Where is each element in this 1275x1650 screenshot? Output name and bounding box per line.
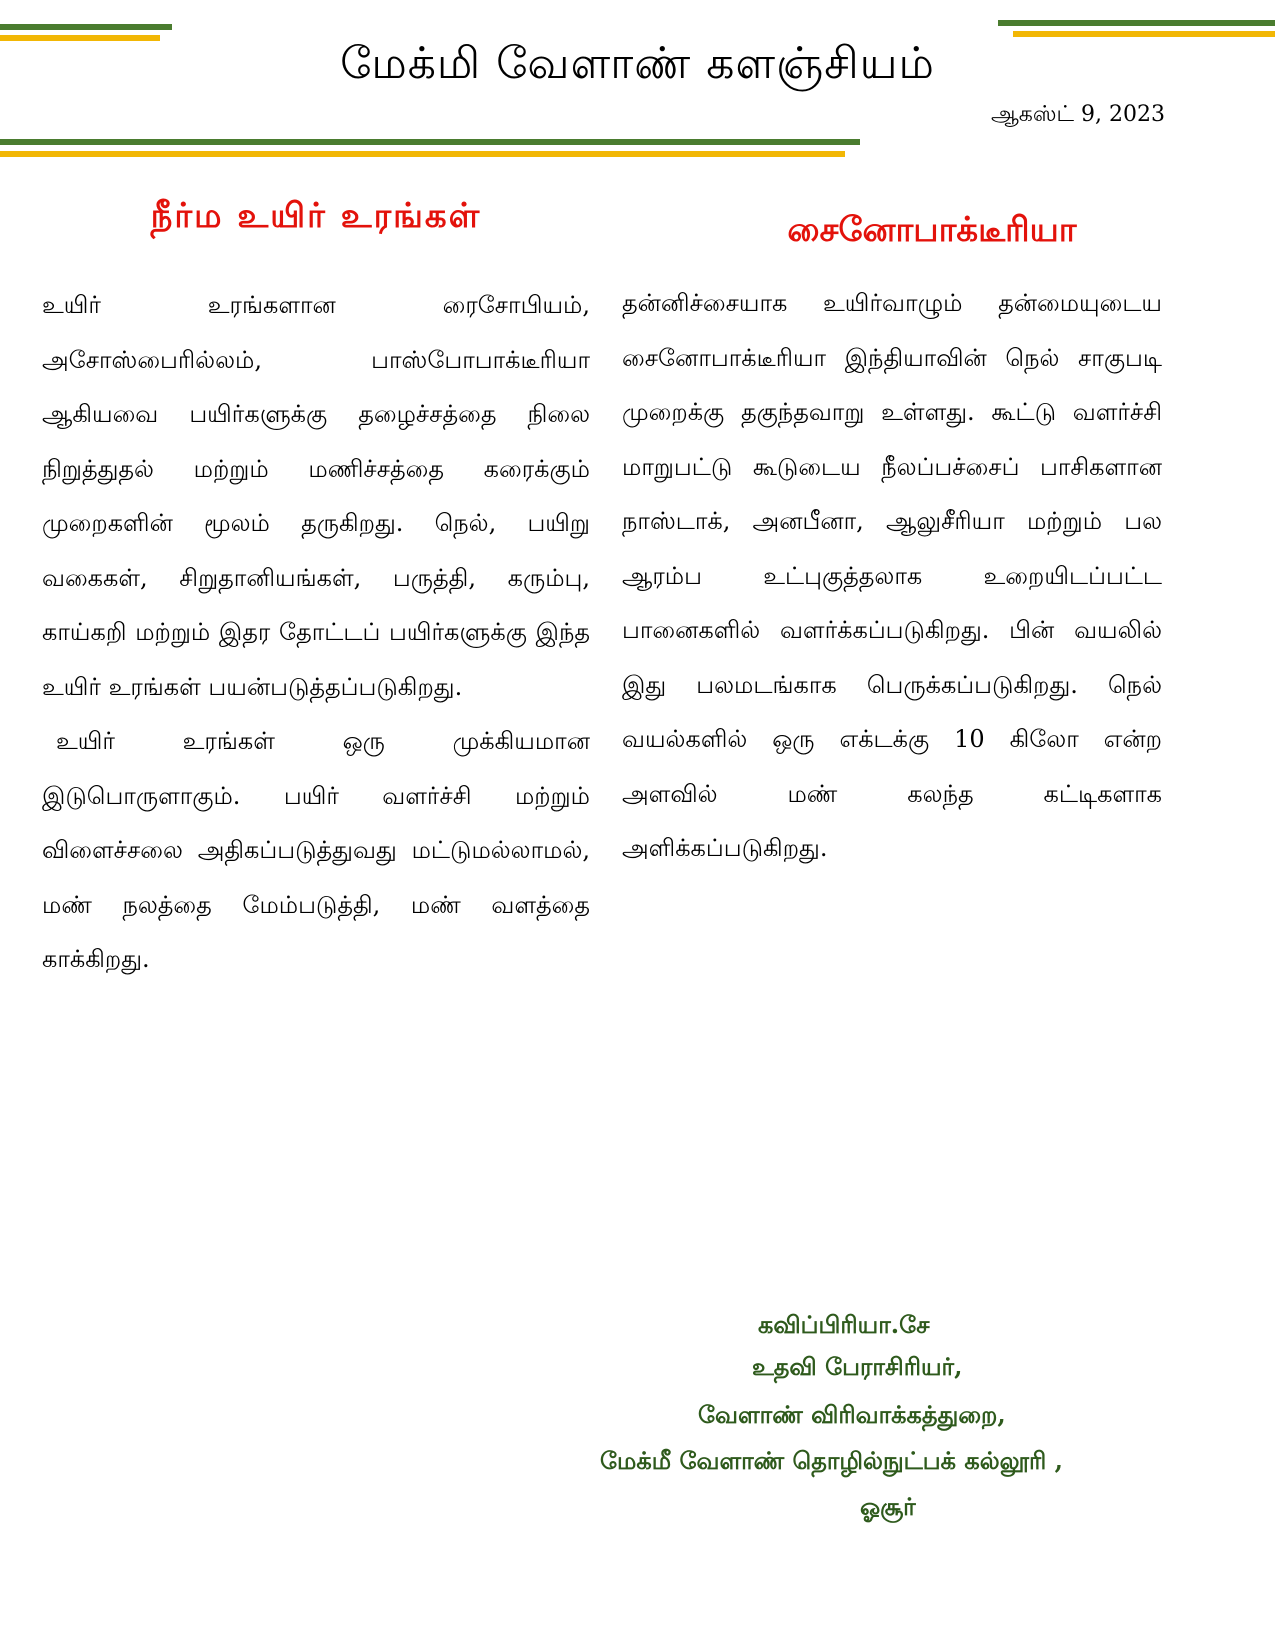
author-designation: உதவி பேராசிரியர், bbox=[752, 1352, 963, 1381]
header-rule-yellow bbox=[0, 151, 845, 157]
left-column-body bbox=[42, 278, 590, 987]
header-bar-yellow-right bbox=[1013, 31, 1275, 37]
right-column-body bbox=[622, 276, 1162, 876]
masthead-title: மேக்மி வேளாண் களஞ்சியம் bbox=[340, 38, 935, 89]
author-department: வேளாண் விரிவாக்கத்துறை, bbox=[698, 1400, 1006, 1429]
left-paragraph-2: உயிர் உரங்கள் ஒரு முக்கியமான இடுபொருளாகும். பயிர் வளர்ச்சி மற்றும் விளைச்சலை அதிகப்படுத்துவது மட்டுமல்லாமல், மண் நலத்தை மேம்படுத்தி, மண் வளத்தை காக்கிறது. bbox=[42, 727, 590, 973]
publication-date: ஆகஸ்ட் 9, 2023 bbox=[990, 102, 1165, 127]
author-college: மேக்மீ வேளாண் தொழில்நுட்பக் கல்லூரி , bbox=[600, 1446, 1063, 1475]
left-paragraph-1: உயிர் உரங்களான ரைசோபியம், அசோஸ்பைரில்லம், பாஸ்போபாக்டீரியா ஆகியவை பயிர்களுக்கு தழைச்சத்தை நிலை நிறுத்துதல் மற்றும் மணிச்சத்தை கரைக்கும் முறைகளின் மூலம் தருகிறது. நெல், பயிறு வகைகள், சிறுதானியங்கள், பருத்தி, கரும்பு, காய்கறி மற்றும் இதர தோட்டப் பயிர்களுக்கு இந்த உயிர் உரங்கள் பயன்படுத்தப்படுகிறது. bbox=[42, 291, 590, 701]
right-paragraph-1: தன்னிச்சையாக உயிர்வாழும் தன்மையுடைய சைனோபாக்டீரியா இந்தியாவின் நெல் சாகுபடி முறைக்கு தகுந்தவாறு உள்ளது. கூட்டு வளர்ச்சி மாறுபட்டு கூடுடைய நீலப்பச்சைப் பாசிகளான நாஸ்டாக், அனபீனா, ஆலுசீரியா மற்றும் பல ஆரம்ப உட்புகுத்தலாக உறையிடப்பட்ட பானைகளில் வளர்க்கப்படுகிறது. பின் வயலில் இது பலமடங்காக பெருக்கப்படுகிறது. நெல் வயல்களில் ஒரு எக்டக்கு 10 கிலோ என்ற அளவில் மண் கலந்த கட்டிகளாக அளிக்கப்படுகிறது. bbox=[622, 289, 1162, 862]
right-column-title: சைனோபாக்டீரியா bbox=[787, 210, 1077, 250]
left-column-title: நீர்ம உயிர் உரங்கள் bbox=[150, 196, 482, 236]
author-name: கவிப்பிரியா.சே bbox=[758, 1310, 930, 1339]
header-bar-green-right bbox=[998, 20, 1275, 26]
header-bar-green-left bbox=[0, 24, 172, 30]
author-place: ஓசூர் bbox=[860, 1492, 916, 1521]
header-rule-green bbox=[0, 139, 860, 145]
